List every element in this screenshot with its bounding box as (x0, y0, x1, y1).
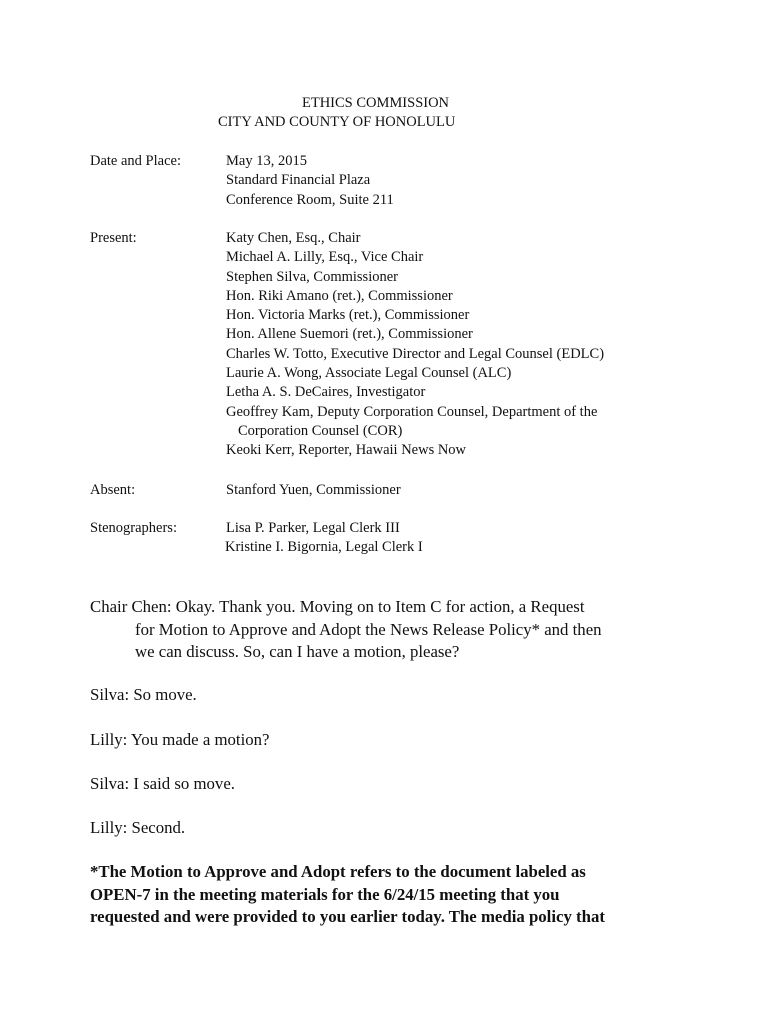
present-label: Present: (90, 230, 137, 246)
attendee: Geoffrey Kam, Deputy Corporation Counsel, Department of the (226, 403, 598, 420)
dialogue-line: Lilly: You made a motion? (90, 730, 270, 749)
dialogue-line: Chair Chen: Okay. Thank you. Moving on to Item C for action, a Request (90, 597, 585, 616)
attendee: Michael A. Lilly, Esq., Vice Chair (226, 249, 424, 266)
meeting-room: Conference Room, Suite 211 (226, 191, 394, 208)
city-county-title: CITY AND COUNTY OF HONOLULU (218, 114, 456, 130)
attendee: Charles W. Totto, Executive Director and Legal Counsel (EDLC) (226, 345, 605, 362)
dialogue-entry (90, 596, 690, 664)
meeting-date: May 13, 2015 (226, 153, 307, 169)
footnote-line: OPEN-7 in the meeting materials for the 6/24/15 meeting that you (90, 884, 560, 904)
footnote-line: *The Motion to Approve and Adopt refers to the document labeled as (90, 862, 586, 881)
attendee: Letha A. S. DeCaires, Investigator (226, 384, 426, 401)
attendee: Katy Chen, Esq., Chair (226, 230, 361, 246)
dialogue-line: Lilly: Second. (90, 818, 186, 837)
dialogue-entry (90, 817, 690, 840)
attendee: Hon. Allene Suemori (ret.), Commissioner (226, 326, 473, 343)
meeting-building: Standard Financial Plaza (226, 172, 371, 189)
attendee: Keoki Kerr, Reporter, Hawaii News Now (226, 442, 467, 459)
commission-title: ETHICS COMMISSION (302, 95, 450, 111)
attendee: Hon. Riki Amano (ret.), Commissioner (226, 287, 453, 304)
dialogue-entry (90, 729, 690, 752)
attendee: Hon. Victoria Marks (ret.), Commissioner (226, 307, 470, 324)
attendee: Laurie A. Wong, Associate Legal Counsel (ALC) (226, 365, 512, 382)
absent-list (226, 481, 746, 500)
attendee: Stephen Silva, Commissioner (226, 268, 398, 285)
dialogue-continuation: for Motion to Approve and Adopt the News Release Policy* and then (135, 619, 602, 639)
stenographer: Lisa P. Parker, Legal Clerk III (226, 520, 400, 536)
attendee-continuation: Corporation Counsel (COR) (238, 422, 403, 439)
footnote-line: requested and were provided to you earlier today. The media policy that (90, 907, 605, 926)
dialogue-continuation: we can discuss. So, can I have a motion, please? (135, 642, 460, 661)
date-place-values (226, 152, 746, 210)
dialogue-entry (90, 684, 690, 707)
present-list (226, 229, 746, 461)
absent-label: Absent: (90, 482, 136, 498)
date-place-label: Date and Place: (90, 153, 181, 169)
dialogue-line: Silva: So move. (90, 685, 197, 704)
stenographers-list (226, 519, 746, 558)
footnote (90, 861, 710, 929)
dialogue-line: Silva: I said so move. (90, 774, 235, 793)
absentee: Stanford Yuen, Commissioner (226, 482, 401, 498)
stenographer: Kristine I. Bigornia, Legal Clerk I (225, 539, 423, 556)
stenographers-label: Stenographers: (90, 520, 177, 536)
dialogue-entry (90, 773, 690, 796)
